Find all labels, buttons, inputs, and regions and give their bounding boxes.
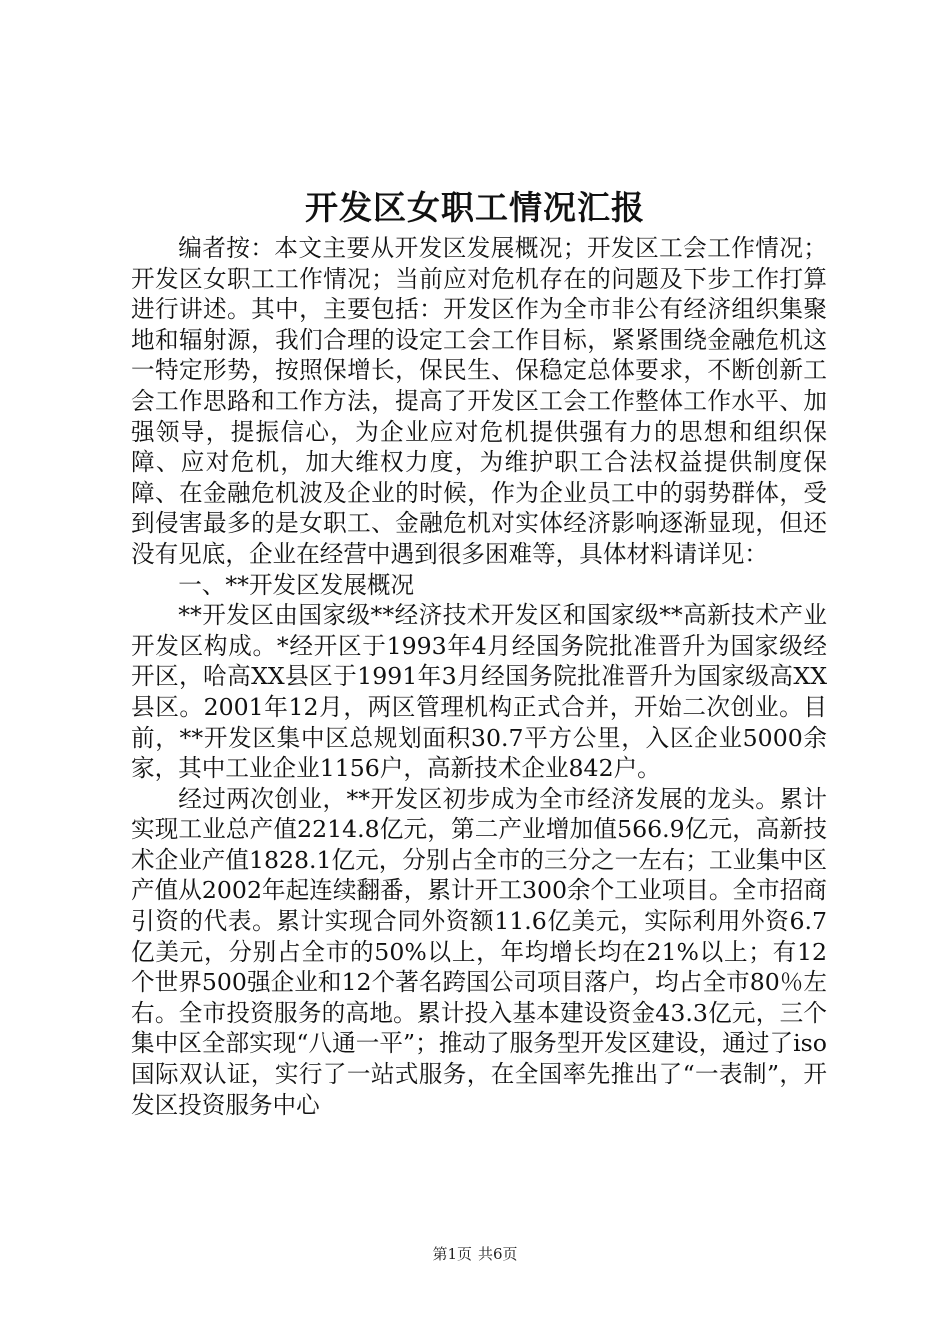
section-heading: 一、**开发区发展概况 — [178, 570, 415, 599]
document-title: 开发区女职工情况汇报 — [305, 188, 645, 227]
document-body — [131, 233, 827, 1120]
page-number: 第1页 — [432, 1245, 472, 1263]
paragraph-achievements: 经过两次创业，**开发区初步成为全市经济发展的龙头。累计实现工业总产值2214.8亿元，第二产业增加值566.9亿元，高新技术企业产值1828.1亿元，分别占全市的三分之一左右；工业集中区产值从2002年起连续翻番，累计开工300余个工业项目。全市招商引资的代表。累计实现合同外资额11.6亿美元，实际利用外资6.7亿美元，分别占全市的50%以上，年均增长均在21%以上；有12个世界500强企业和12个著名跨国公司项目落户，均占全市80％左右。全市投资服务的高地。累计投入基本建设资金43.3亿元，三个集中区全部实现“八通一平”；推动了服务型开发区建设，通过了iso国际双认证，实行了一站式服务，在全国率先推出了“一表制”，开发区投资服务中心 — [131, 784, 827, 1119]
paragraph-overview: **开发区由国家级**经济技术开发区和国家级**高新技术产业开发区构成。*经开区于1993年4月经国务院批准晋升为国家级经开区，哈高XX县区于1991年3月经国务院批准晋升为国家级高XX县区。2001年12月，两区管理机构正式合并，开始二次创业。目前，**开发区集中区总规划面积30.7平方公里，入区企业5000余家，其中工业企业1156户，高新技术企业842户。 — [131, 601, 827, 783]
page-footer — [0, 1244, 950, 1264]
paragraph-editor-note: 编者按：本文主要从开发区发展概况；开发区工会工作情况；开发区女职工工作情况；当前应对危机存在的问题及下步工作打算进行讲述。其中，主要包括：开发区作为全市非公有经济组织集聚地和辐射源，我们合理的设定工会工作目标，紧紧围绕金融危机这一特定形势，按照保增长，保民生、保稳定总体要求，不断创新工会工作思路和工作方法，提高了开发区工会工作整体工作水平、加强领导，提振信心，为企业应对危机提供强有力的思想和组织保障、应对危机，加大维权力度，为维护职工合法权益提供制度保障、在金融危机波及企业的时候，作为企业员工中的弱势群体，受到侵害最多的是女职工、金融危机对实体经济影响逐渐显现，但还没有见底，企业在经营中遇到很多困难等，具体材料请详见： — [131, 234, 827, 568]
page-total: 共6页 — [478, 1245, 518, 1263]
